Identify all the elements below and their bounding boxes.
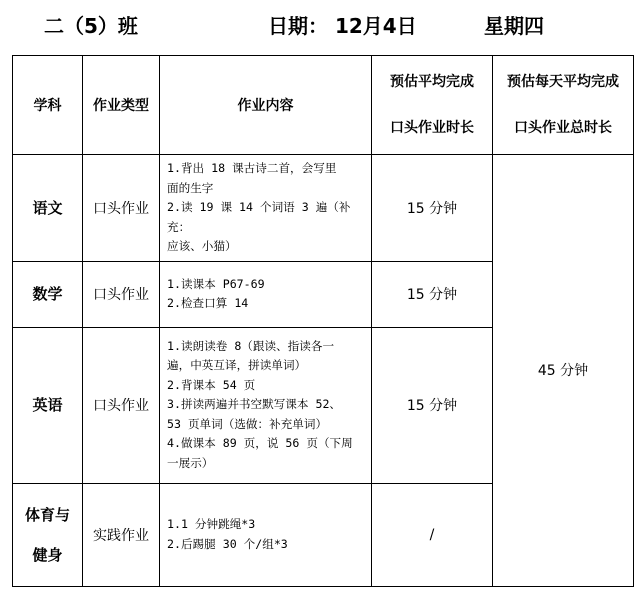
content-line: 面的生字: [167, 180, 214, 195]
total-time-header-line1: 预估每天平均完成: [507, 74, 619, 90]
homework-table: [12, 55, 634, 587]
content-line: 2.后踢腿 30 个/组*3: [167, 536, 288, 551]
subject-label-line1: 体育与: [24, 505, 70, 524]
content-line: 2.背课本 54 页: [167, 377, 256, 392]
content-cell: [160, 261, 372, 327]
time-cell: 15 分钟: [372, 155, 493, 262]
type-cell: 实践作业: [83, 483, 160, 586]
content-line: 1.1 分钟跳绳*3: [167, 517, 256, 531]
subject-label: 语文: [32, 198, 63, 217]
column-header-type: 作业类型: [83, 56, 160, 155]
content-line: 应该、小猫）: [167, 239, 237, 253]
avg-time-header-line2: 口头作业时长: [390, 120, 474, 136]
content-line: 1.读朗读卷 8（跟读、指读各一: [167, 338, 335, 353]
total-time-header-line2: 口头作业总时长: [514, 120, 612, 136]
content-line: 3.拼读两遍并书空默写课本 52、: [167, 397, 342, 412]
subject-cell: [13, 327, 83, 483]
content-cell: [160, 327, 372, 483]
time-cell: 15 分钟: [372, 327, 493, 483]
column-header-subject: 学科: [13, 56, 83, 155]
subject-label-line2: 健身: [32, 545, 63, 564]
content-line: 2.检查口算 14: [167, 296, 249, 310]
content-line: 遍，中英互译，拼读单词）: [167, 358, 307, 373]
subject-cell: [13, 155, 83, 262]
weekday-label: 星期四: [484, 14, 544, 38]
time-cell: 15 分钟: [372, 261, 493, 327]
column-header-avg-time: [372, 56, 493, 155]
subject-label: 英语: [32, 396, 63, 414]
total-time-cell: 45 分钟: [493, 155, 634, 587]
table-header-row: [13, 56, 634, 155]
class-name: 二（5）班: [44, 14, 138, 38]
type-cell: 口头作业: [83, 261, 160, 327]
content-line: 53 页单词（选做：补充单词）: [167, 416, 328, 431]
avg-time-header-line1: 预估平均完成: [390, 74, 474, 90]
content-line: 一展示）: [167, 455, 214, 470]
content-line: 2.读 19 课 14 个词语 3 遍（补充：: [167, 200, 351, 234]
column-header-content: 作业内容: [160, 56, 372, 155]
time-cell: /: [372, 483, 493, 586]
type-cell: 口头作业: [83, 155, 160, 262]
content-cell: [160, 483, 372, 586]
page-header: [0, 8, 639, 38]
content-line: 1.读课本 P67-69: [167, 276, 265, 291]
subject-cell: [13, 483, 83, 586]
type-cell: 口头作业: [83, 327, 160, 483]
content-cell: [160, 155, 372, 262]
subject-label: 数学: [32, 285, 63, 303]
column-header-total-time: [493, 56, 634, 155]
subject-cell: [13, 261, 83, 327]
date-label: 日期： 12月4日: [268, 14, 417, 38]
table-row-chinese: [13, 155, 634, 262]
content-line: 1.背出 18 课古诗二首，会写里: [167, 161, 337, 175]
content-line: 4.做课本 89 页，说 56 页（下周: [167, 436, 353, 451]
